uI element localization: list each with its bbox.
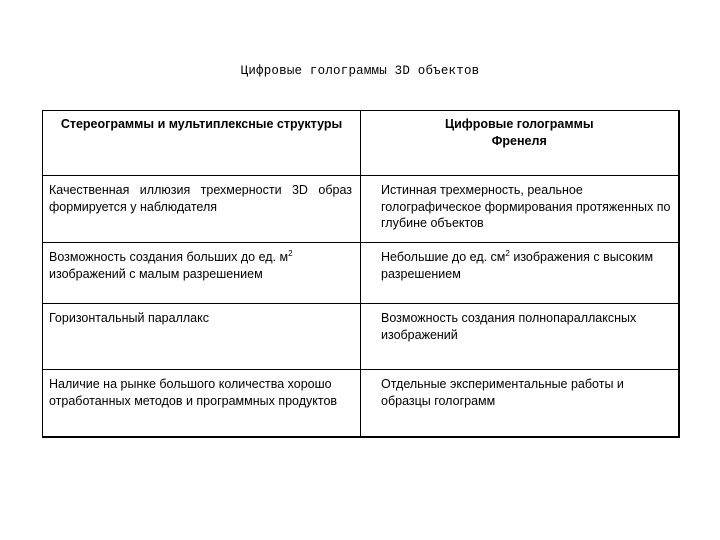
table-header-row — [43, 111, 679, 176]
cell-illusion-3d: Качественная иллюзия трехмерности 3D образ формируется у наблюдателя — [43, 176, 361, 243]
header-stereograms: Стереограммы и мультиплексные структуры — [43, 111, 361, 176]
slide-title: Цифровые голограммы 3D объектов — [240, 64, 480, 78]
cell-full-parallax: Возможность создания полнопараллаксных изображений — [361, 304, 679, 370]
table-row — [43, 243, 679, 304]
table-row — [43, 176, 679, 243]
comparison-table — [42, 110, 680, 438]
cell-large-images: Возможность создания больших до ед. $м^2$ изображений с малым разрешением — [43, 243, 361, 304]
cell-true-3d: Истинная трехмерность, реальное голографическое формирования протяженных по глубине объектов — [361, 176, 679, 243]
table-row — [43, 304, 679, 370]
cell-small-images: Небольшие до ед. $см^2$ изображения с высоким разрешением — [361, 243, 679, 304]
header-fresnel-holograms: Цифровые голограммы Френеля — [361, 111, 679, 176]
table-row — [43, 370, 679, 438]
cell-experimental-works: Отдельные экспериментальные работы и образцы голограмм — [361, 370, 679, 438]
cell-market-availability: Наличие на рынке большого количества хорошо отработанных методов и программных продуктов — [43, 370, 361, 438]
cell-horizontal-parallax: Горизонтальный параллакс — [43, 304, 361, 370]
